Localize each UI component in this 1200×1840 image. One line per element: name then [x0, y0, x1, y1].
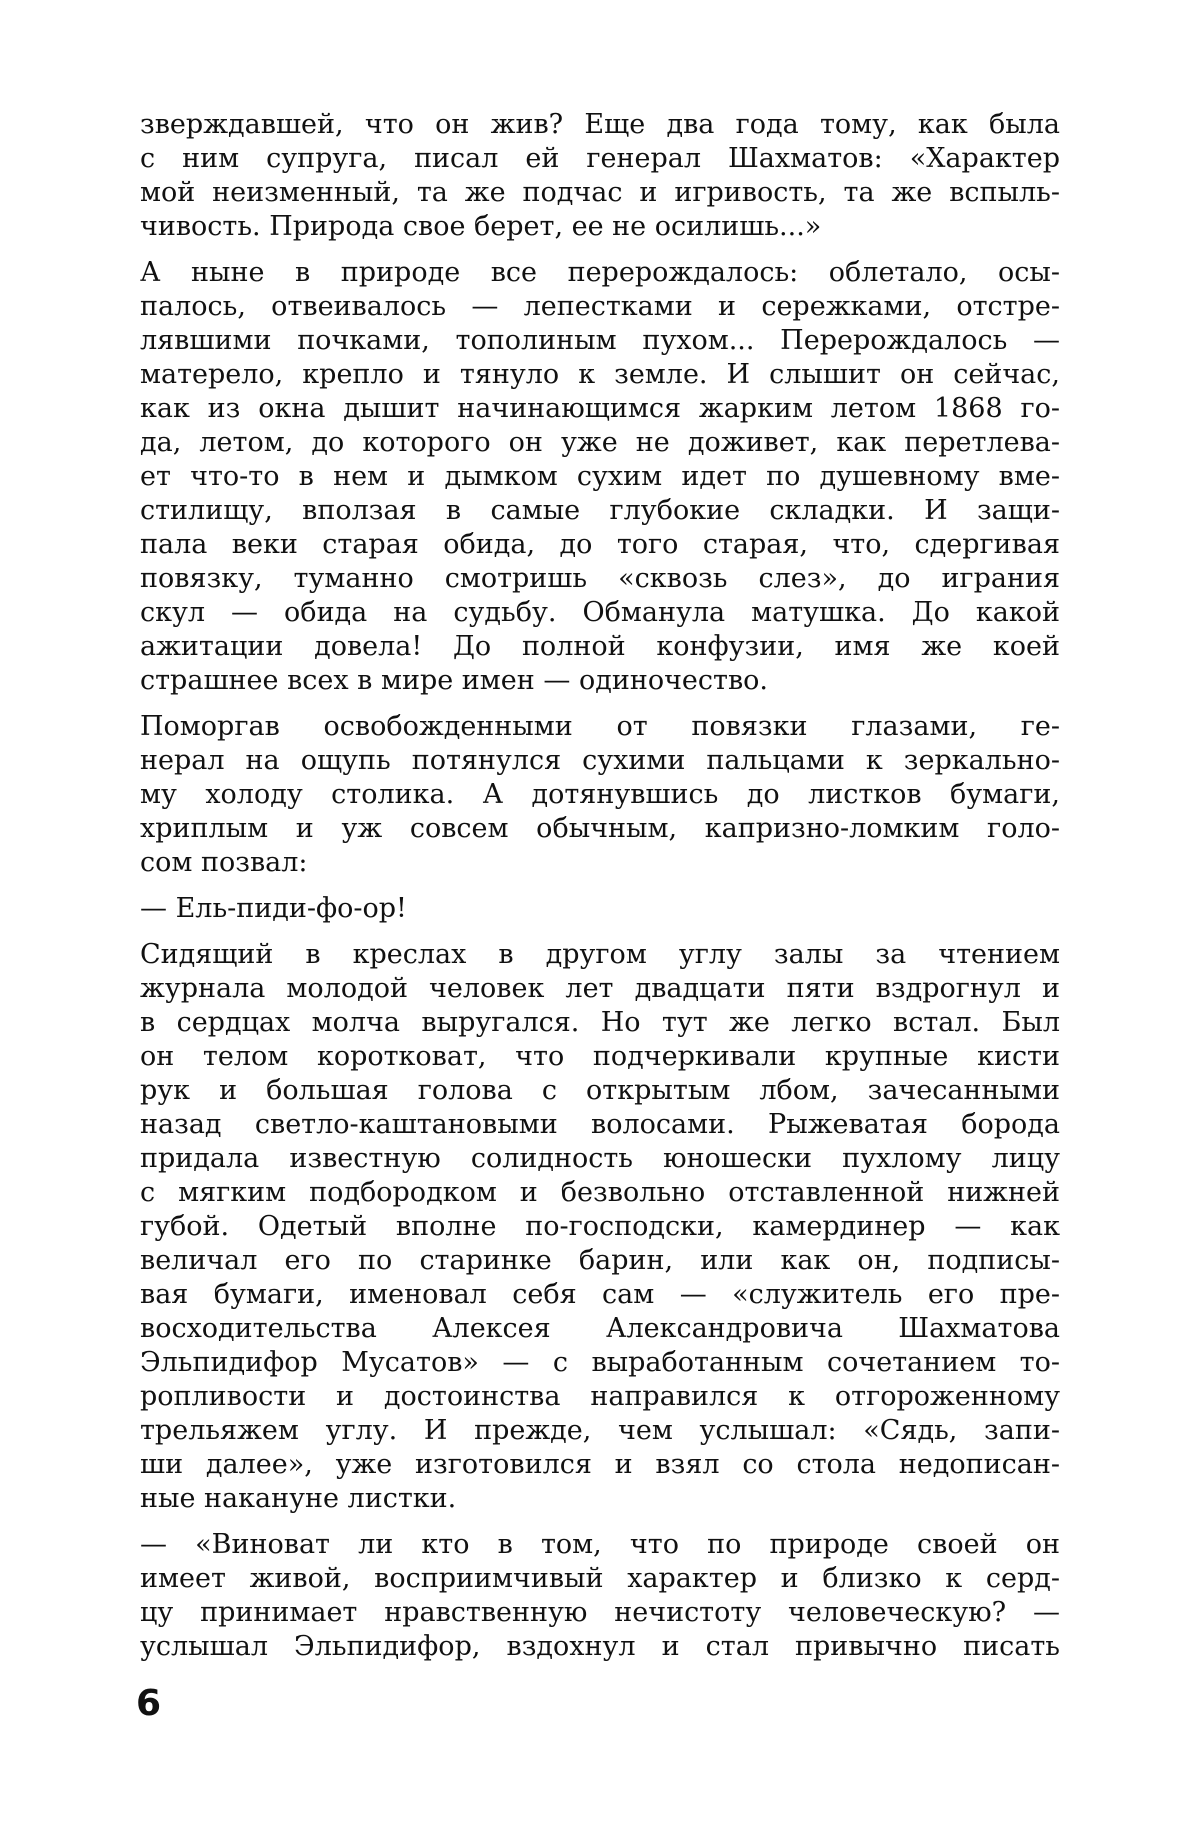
text-line: в сердцах молча выругался. Но тут же легко встал. Был: [140, 1006, 1060, 1040]
text-line: му холоду столика. А дотянувшись до листков бумаги,: [140, 778, 1060, 812]
paragraph-3: [140, 710, 1060, 880]
text-line: вая бумаги, именовал себя сам — «служитель его пре-: [140, 1278, 1060, 1312]
text-line: палось, отвеивалось — лепестками и сережками, отстре-: [140, 290, 1060, 324]
text-line: Эльпидифор Мусатов» — с выработанным сочетанием то-: [140, 1346, 1060, 1380]
text-line: Поморгав освобожденными от повязки глазами, ге-: [140, 710, 1060, 744]
text-line: пала веки старая обида, до того старая, что, сдергивая: [140, 528, 1060, 562]
text-line: страшнее всех в мире имен — одиночество.: [140, 664, 1060, 698]
text-line: журнала молодой человек лет двадцати пяти вздрогнул и: [140, 972, 1060, 1006]
paragraph-1: [140, 108, 1060, 244]
paragraph-gap: [140, 244, 1060, 256]
text-line: хриплым и уж совсем обычным, капризно-ломким голо-: [140, 812, 1060, 846]
text-line: величал его по старинке барин, или как он, подписы-: [140, 1244, 1060, 1278]
text-line: ные накануне листки.: [140, 1482, 1060, 1516]
text-line: лявшими почками, тополиным пухом... Перерождалось —: [140, 324, 1060, 358]
paragraph-gap: [140, 880, 1060, 892]
text-line: имеет живой, восприимчивый характер и близко к серд-: [140, 1562, 1060, 1596]
paragraph-gap: [140, 926, 1060, 938]
text-line: как из окна дышит начинающимся жарким летом 1868 го-: [140, 392, 1060, 426]
text-line: восходительства Алексея Александровича Шахматова: [140, 1312, 1060, 1346]
text-line: да, летом, до которого он уже не доживет, как перетлева-: [140, 426, 1060, 460]
text-line: с ним супруга, писал ей генерал Шахматов: «Характер: [140, 142, 1060, 176]
page-number: 6: [136, 1684, 161, 1724]
paragraph-5: [140, 938, 1060, 1516]
text-line: стилищу, вползая в самые глубокие складки. И защи-: [140, 494, 1060, 528]
text-line: зверждавшей, что он жив? Еще два года тому, как была: [140, 108, 1060, 142]
text-line: Сидящий в креслах в другом углу залы за чтением: [140, 938, 1060, 972]
text-line: А ныне в природе все перерождалось: облетало, осы-: [140, 256, 1060, 290]
text-line: сом позвал:: [140, 846, 1060, 880]
text-line: цу принимает нравственную нечистоту человеческую? —: [140, 1596, 1060, 1630]
text-line: с мягким подбородком и безвольно отставленной нижней: [140, 1176, 1060, 1210]
paragraph-gap: [140, 1516, 1060, 1528]
text-line: чивость. Природа свое берет, ее не осилишь...»: [140, 210, 1060, 244]
text-line: — «Виноват ли кто в том, что по природе своей он: [140, 1528, 1060, 1562]
text-line: ет что-то в нем и дымком сухим идет по душевному вме-: [140, 460, 1060, 494]
paragraph-2: [140, 256, 1060, 698]
text-line: губой. Одетый вполне по-господски, камердинер — как: [140, 1210, 1060, 1244]
text-line: ши далее», уже изготовился и взял со стола недописан-: [140, 1448, 1060, 1482]
text-line: мой неизменный, та же подчас и игривость, та же вспыль-: [140, 176, 1060, 210]
text-line: — Ель-пиди-фо-ор!: [140, 892, 1060, 926]
paragraph-6: [140, 1528, 1060, 1664]
text-line: ажитации довела! До полной конфузии, имя же коей: [140, 630, 1060, 664]
page-body: [140, 108, 1060, 1664]
text-line: придала известную солидность юношески пухлому лицу: [140, 1142, 1060, 1176]
paragraph-4: [140, 892, 1060, 926]
text-line: услышал Эльпидифор, вздохнул и стал привычно писать: [140, 1630, 1060, 1664]
text-line: повязку, туманно смотришь «сквозь слез», до играния: [140, 562, 1060, 596]
paragraph-gap: [140, 698, 1060, 710]
text-line: скул — обида на судьбу. Обманула матушка. До какой: [140, 596, 1060, 630]
text-line: назад светло-каштановыми волосами. Рыжеватая борода: [140, 1108, 1060, 1142]
text-line: ропливости и достоинства направился к отгороженному: [140, 1380, 1060, 1414]
text-line: матерело, крепло и тянуло к земле. И слышит он сейчас,: [140, 358, 1060, 392]
text-line: нерал на ощупь потянулся сухими пальцами к зеркально-: [140, 744, 1060, 778]
text-line: трельяжем углу. И прежде, чем услышал: «Сядь, запи-: [140, 1414, 1060, 1448]
text-line: он телом коротковат, что подчеркивали крупные кисти: [140, 1040, 1060, 1074]
text-line: рук и большая голова с открытым лбом, зачесанными: [140, 1074, 1060, 1108]
